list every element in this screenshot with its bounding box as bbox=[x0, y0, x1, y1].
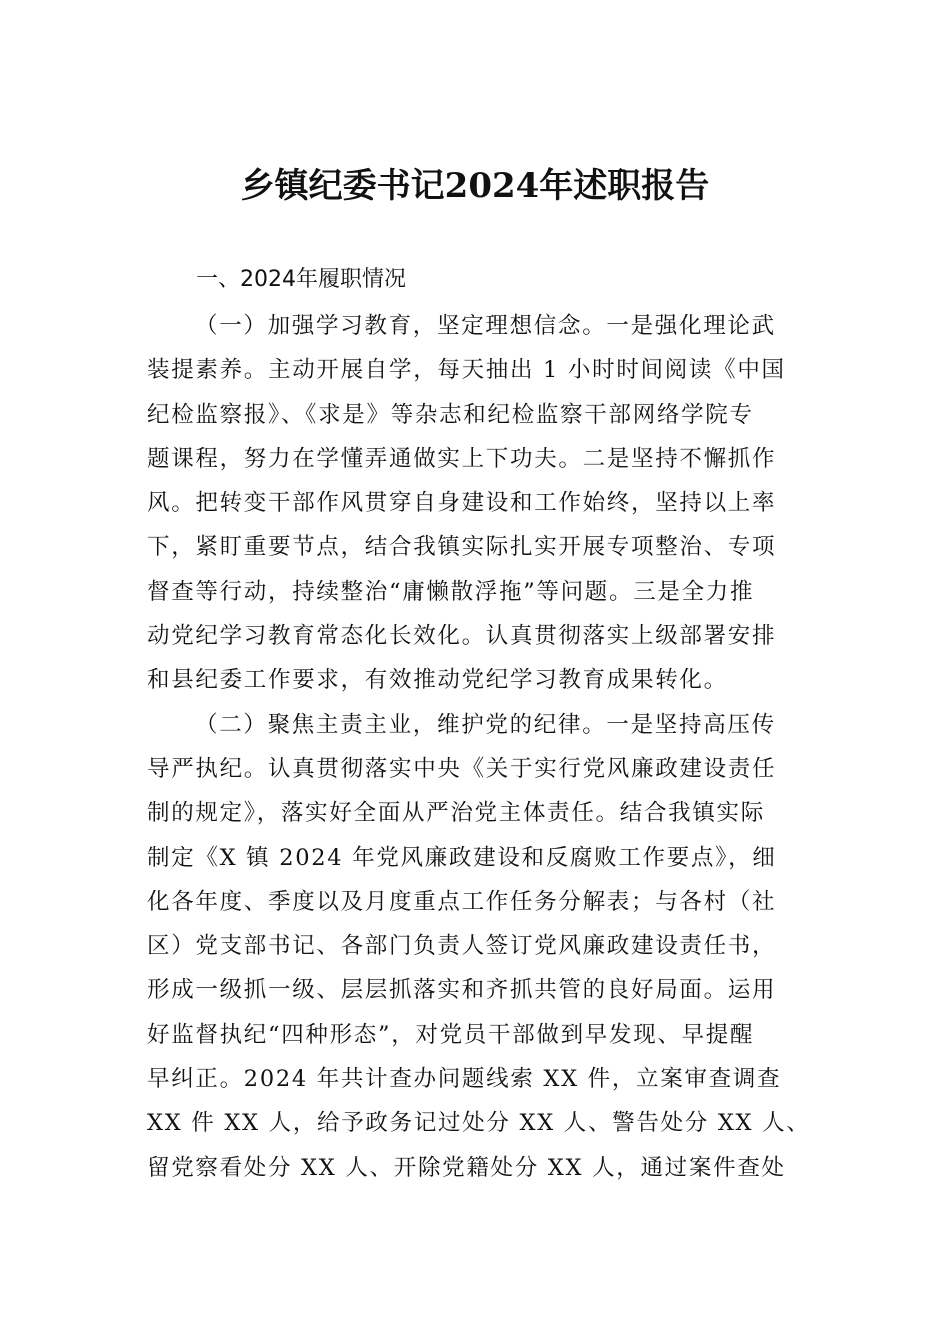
paragraph-line: （一）加强学习教育，坚定理想信念。一是强化理论武 bbox=[195, 313, 776, 339]
paragraph-line: 下，紧盯重要节点，结合我镇实际扎实开展专项整治、专项 bbox=[147, 534, 777, 561]
paragraph-line: XX 件 XX 人，给予政务记过处分 XX 人、警告处分 XX 人、 bbox=[147, 1110, 811, 1137]
paragraph-line: 导严执纪。认真贯彻落实中央《关于实行党风廉政建设责任 bbox=[147, 755, 777, 782]
paragraph-line: 留党察看处分 XX 人、开除党籍处分 XX 人，通过案件查处 bbox=[147, 1154, 786, 1181]
paragraph-line: 区）党支部书记、各部门负责人签订党风廉政建设责任书， bbox=[147, 933, 777, 960]
paragraph-line: 督查等行动，持续整治“庸懒散浮拖”等问题。三是全力推 bbox=[147, 578, 755, 605]
body-text bbox=[147, 304, 817, 1190]
paragraph-line: 和县纪委工作要求，有效推动党纪学习教育成果转化。 bbox=[147, 667, 728, 694]
paragraph-line: 形成一级抓一级、层层抓落实和齐抓共管的良好局面。运用 bbox=[147, 977, 777, 1004]
paragraph-line: 纪检监察报》、《求是》等杂志和纪检监察干部网络学院专 bbox=[147, 401, 754, 428]
document-title: 乡镇纪委书记2024年述职报告 bbox=[240, 166, 710, 206]
paragraph-line: 题课程，努力在学懂弄通做实上下功夫。二是坚持不懈抓作 bbox=[147, 445, 777, 472]
paragraph-line: （二）聚焦主责主业，维护党的纪律。一是坚持高压传 bbox=[195, 711, 776, 738]
paragraph-line: 风。把转变干部作风贯穿自身建设和工作始终，坚持以上率 bbox=[147, 490, 777, 517]
paragraph-line: 制定《X 镇 2024 年党风廉政建设和反腐败工作要点》，细 bbox=[147, 844, 777, 871]
paragraph-line: 化各年度、季度以及月度重点工作任务分解表；与各村（社 bbox=[147, 888, 777, 915]
section-heading: 一、2024年履职情况 bbox=[196, 267, 406, 292]
paragraph-line: 装提素养。主动开展自学，每天抽出 1 小时时间阅读《中国 bbox=[147, 357, 786, 384]
paragraph-line: 动党纪学习教育常态化长效化。认真贯彻落实上级部署安排 bbox=[147, 623, 777, 650]
paragraph-line: 好监督执纪“四种形态”，对党员干部做到早发现、早提醒 bbox=[147, 1021, 755, 1048]
paragraph-line: 制的规定》，落实好全面从严治党主体责任。结合我镇实际 bbox=[147, 800, 765, 827]
paragraph-line: 早纠正。2024 年共计查办问题线索 XX 件，立案审查调查 bbox=[147, 1066, 782, 1093]
